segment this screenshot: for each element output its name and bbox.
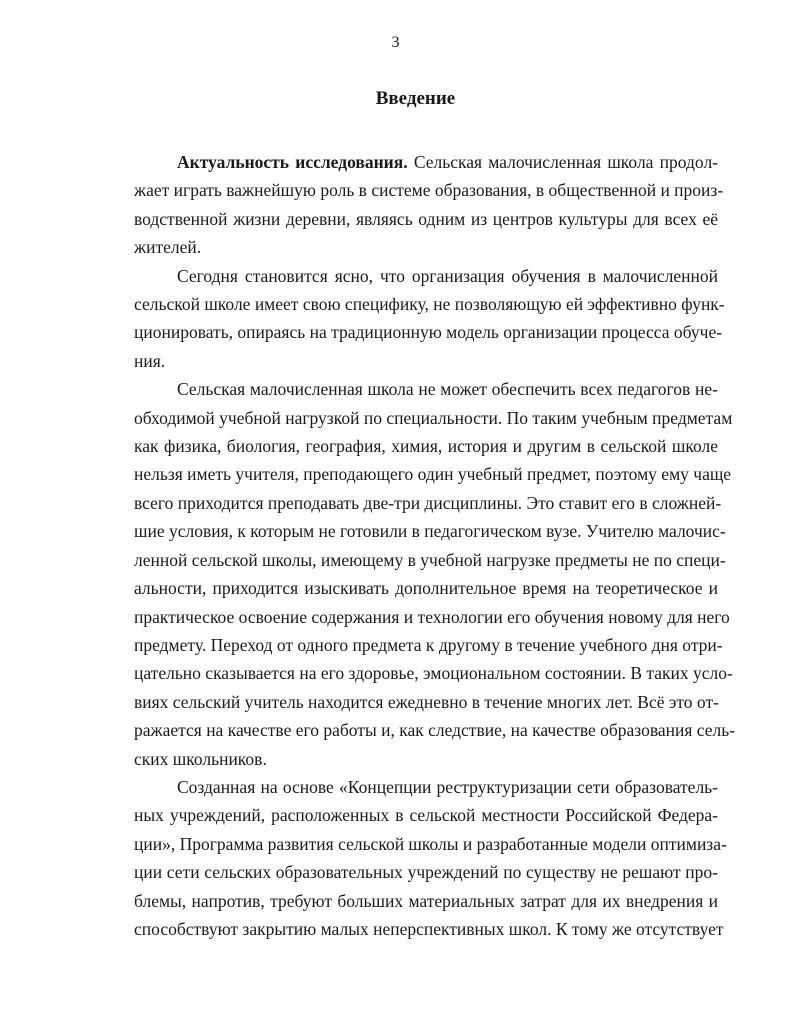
line-text: как физика, биология, география, химия, история и другим в сельской школе: [134, 436, 718, 457]
line-text: Сельская малочисленная школа продол-: [407, 152, 719, 172]
text-line: [134, 318, 723, 346]
text-line: [134, 830, 727, 858]
paragraph: [134, 148, 724, 262]
line-text: ции сети сельских образовательных учреждений по существу не решают про-: [134, 862, 718, 883]
line-text: ленной сельской школы, имеющему в учебной нагрузке предметы не по специ-: [134, 549, 726, 570]
line-text: шие условия, к которым не готовили в педагогическом вузе. Учителю малочис-: [134, 521, 726, 542]
page-number: 3: [391, 34, 400, 51]
line-text: предмету. Переход от одного предмета к другому в течение учебного дня отри-: [134, 634, 723, 655]
line-text: жителей.: [134, 237, 202, 258]
text-line: [134, 631, 723, 659]
text-line: [134, 574, 718, 602]
line-text: сельской школе имеет свою специфику, не позволяющую ей эффективно функ-: [134, 294, 725, 315]
line-text: жает играть важнейшую роль в системе образования, в общественной и произ-: [134, 180, 724, 201]
line-text: ния.: [134, 350, 166, 371]
line-text: нельзя иметь учителя, преподающего один учебный предмет, поэтому ему чаще: [134, 464, 732, 485]
text-line: [134, 233, 718, 261]
line-text: блемы, напротив, требуют больших материальных затрат для их внедрения и: [134, 890, 718, 911]
text-line: [134, 716, 736, 744]
text-line: [134, 404, 733, 432]
text-line: [134, 915, 724, 943]
text-line: [134, 176, 724, 204]
line-text: ционировать, опираясь на традиционную модель организации процесса обуче-: [134, 322, 723, 343]
text-line: [134, 489, 722, 517]
paragraph: [134, 375, 736, 773]
text-line: [134, 887, 718, 915]
text-line: [134, 858, 718, 886]
text-line: [134, 205, 718, 233]
line-text: альности, приходится изыскивать дополнительное время на теоретическое и: [134, 578, 718, 599]
text-line: [134, 262, 718, 290]
line-text: способствуют закрытию малых неперспективных школ. К тому же отсутствует: [134, 918, 724, 939]
text-line: [134, 517, 726, 545]
text-line: [134, 773, 718, 801]
line-text: всего приходится преподавать две-три дисциплины. Это ставит его в сложней-: [134, 492, 722, 513]
line-text: ражается на качестве его работы и, как следствие, на качестве образования сель-: [134, 720, 736, 741]
text-line: [134, 290, 725, 318]
line-text: цательно сказывается на его здоровье, эмоциональном состоянии. В таких усло-: [134, 663, 733, 684]
lead-phrase: Актуальность исследования.: [177, 152, 408, 172]
paragraph: [134, 773, 727, 943]
line-text: водственной жизни деревни, являясь одним из центров культуры для всех её: [134, 208, 718, 229]
paragraph: [134, 262, 725, 376]
line-text: ции», Программа развития сельской школы и разработанные модели оптимиза-: [134, 833, 727, 854]
text-line: [134, 659, 733, 687]
text-line: [134, 148, 718, 176]
line-text: виях сельский учитель находится ежедневно в течение многих лет. Всё это от-: [134, 691, 719, 712]
line-text: практическое освоение содержания и технологии его обучения новому для него: [134, 606, 730, 627]
text-line: [134, 460, 732, 488]
text-line: [134, 801, 718, 829]
text-line: [134, 603, 730, 631]
text-line: [134, 745, 718, 773]
text-line: [134, 546, 726, 574]
text-line: [134, 432, 718, 460]
line-text: Сегодня становится ясно, что организация обучения в малочисленной: [177, 265, 718, 286]
text-line: [134, 347, 718, 375]
line-text: обходимой учебной нагрузкой по специальности. По таким учебным предметам: [134, 407, 733, 428]
body-text: [134, 148, 736, 943]
line-text: Созданная на основе «Концепции реструктуризации сети образователь-: [177, 776, 718, 797]
text-line: [134, 688, 718, 716]
line-text: Сельская малочисленная школа не может обеспечить всех педагогов не-: [177, 379, 718, 400]
text-line: [134, 375, 718, 403]
line-text: ных учреждений, расположенных в сельской местности Российской Федера-: [134, 805, 718, 826]
section-heading: Введение: [375, 88, 456, 109]
line-text: ских школьников.: [134, 748, 267, 769]
